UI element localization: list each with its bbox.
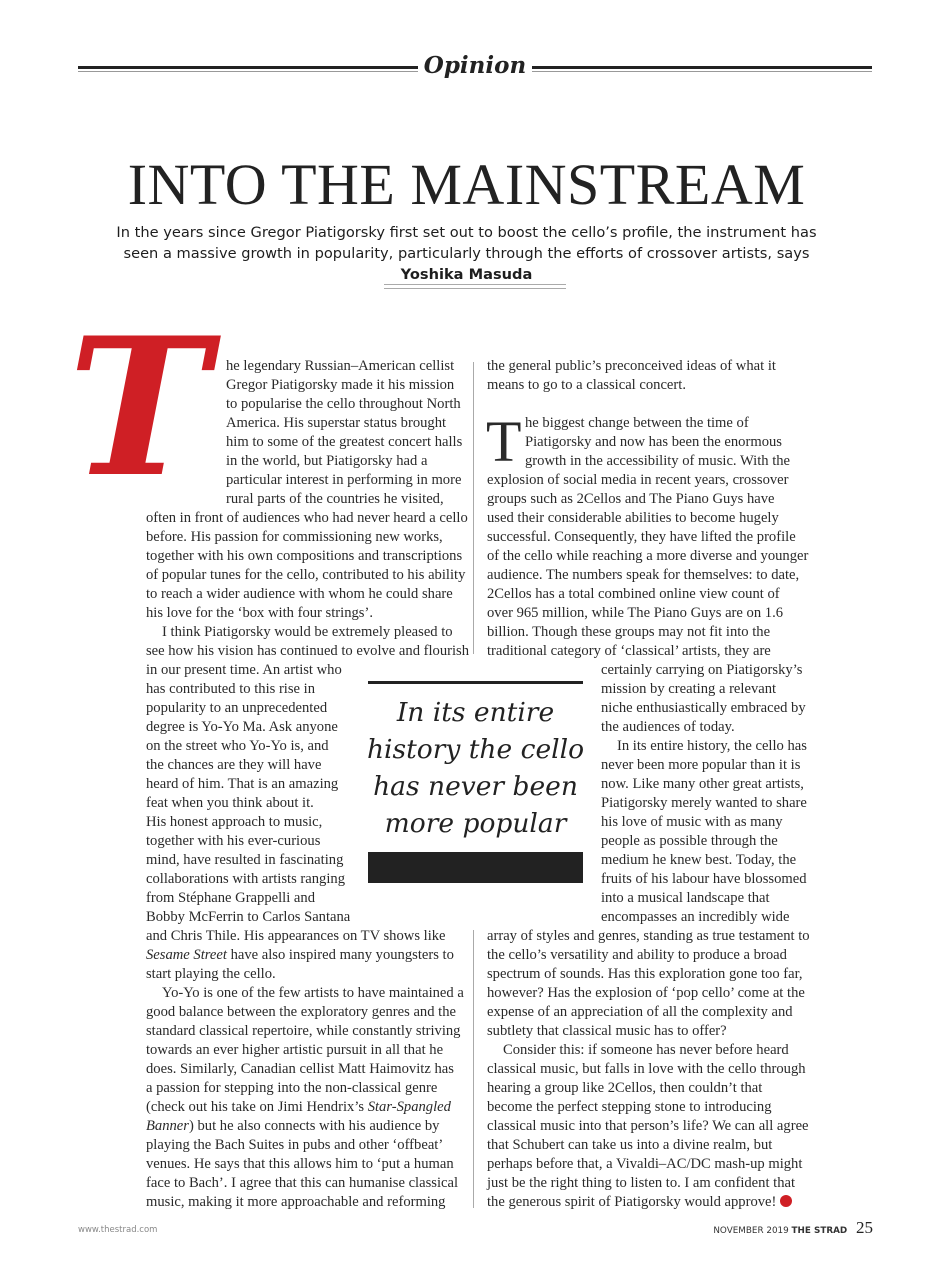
column2-drop <box>525 414 790 471</box>
text-line: a passion for stepping into the non-classical genre <box>146 1080 438 1096</box>
text-line: his love for the ‘box with four strings’. <box>146 605 373 621</box>
text-line: now. Like many other great artists, <box>601 776 804 792</box>
text-line: feat when you think about it. <box>146 795 314 811</box>
text-line: see how his vision has continued to evolve and flourish <box>146 643 470 659</box>
text-line <box>146 946 464 965</box>
text-line: venues. He says that this allows him to ‘put a human <box>146 1156 454 1172</box>
column-divider <box>473 362 474 654</box>
column2-wrap <box>601 661 807 927</box>
text-line: audience. The numbers speak for themselves: to date, <box>487 567 800 583</box>
standfirst <box>110 222 823 285</box>
pullquote: In its entire history the cello has never been more popular <box>366 697 585 839</box>
text-fragment: ) but he also connects with his audience by <box>188 1118 440 1134</box>
text-line: fruits of his labour have blossomed <box>601 871 807 887</box>
text-fragment: have also inspired many youngsters to <box>226 947 454 963</box>
text-line: does. Similarly, Canadian cellist Matt Haimovitz has <box>146 1061 454 1077</box>
text-line: on the street who Yo-Yo is, and <box>146 738 329 754</box>
column2-end <box>487 927 810 1212</box>
text-line: used their considerable abilities to become hugely <box>487 510 779 526</box>
header-rule-right <box>532 66 872 69</box>
text-line: groups such as 2Cellos and The Piano Guys have <box>487 491 775 507</box>
text-line: of the cello while reaching a more diverse and younger <box>487 548 809 564</box>
text-line: classical music, but falls in love with the cello through <box>487 1061 806 1077</box>
text-line: standard classical repertoire, while constantly striving <box>146 1023 461 1039</box>
text-line: means to go to a classical concert. <box>487 377 686 393</box>
column1-wrap <box>146 661 350 927</box>
text-line: Consider this: if someone has never before heard <box>503 1042 789 1058</box>
page-number: 25 <box>856 1218 873 1237</box>
text-line: into a musical landscape that <box>601 890 770 906</box>
separator-rule-thin <box>384 288 566 289</box>
text-line: expense of an appreciation of all the complexity and <box>487 1004 793 1020</box>
text-line: in the world, but Piatigorsky had a <box>226 453 428 469</box>
text-fragment: (check out his take on Jimi Hendrix’s <box>146 1099 368 1115</box>
text-line: face to Bach’. I agree that this can humanise classical <box>146 1175 459 1191</box>
text-line: Yo-Yo is one of the few artists to have maintained a <box>162 985 464 1001</box>
italic-title: Star-Spangled <box>367 1099 451 1115</box>
text-line: the audiences of today. <box>601 719 735 735</box>
footer-date: NOVEMBER 2019 <box>713 1226 789 1236</box>
text-line: to popularise the cello throughout North <box>226 396 461 412</box>
text-line: certainly carrying on Piatigorsky’s <box>601 662 803 678</box>
text-line: that Schubert can take us into a divine realm, but <box>487 1137 773 1153</box>
text-line: rural parts of the countries he visited, <box>226 491 444 507</box>
text-line: Piatigorsky and now has been the enormous <box>525 434 782 450</box>
text-line: over 965 million, while The Piano Guys are on 1.6 <box>487 605 784 621</box>
footer-website: www.thestrad.com <box>78 1225 158 1235</box>
text-line: 2Cellos has a total combined online view count of <box>487 586 780 602</box>
text-line: he biggest change between the time of <box>525 415 749 431</box>
text-fragment: the generous spirit of Piatigorsky would approve! <box>487 1194 777 1210</box>
column1-end <box>146 927 464 1212</box>
text-line: good balance between the exploratory genres and the <box>146 1004 456 1020</box>
text-line: In its entire history, the cello has <box>617 738 807 754</box>
text-line: perhaps before that, a Vivaldi–AC/DC mash-up might <box>487 1156 803 1172</box>
text-line: he legendary Russian–American cellist <box>226 358 455 374</box>
text-line: people as possible through the <box>601 833 778 849</box>
footer-magazine: THE STRAD <box>791 1226 848 1236</box>
text-line: encompasses an incredibly wide <box>601 909 790 925</box>
text-line: Gregor Piatigorsky made it his mission <box>226 377 455 393</box>
text-line: often in front of audiences who had never heard a cello <box>146 510 468 526</box>
text-line: classical music into that person’s life? We can all agree <box>487 1118 809 1134</box>
end-mark-icon <box>780 1195 792 1207</box>
text-line: array of styles and genres, standing as true testament to <box>487 928 810 944</box>
text-line: and Chris Thile. His appearances on TV shows like <box>146 928 446 944</box>
text-line: Bobby McFerrin to Carlos Santana <box>146 909 351 925</box>
text-line: music, making it more approachable and reforming <box>146 1194 446 1210</box>
text-line <box>487 1193 810 1212</box>
text-line <box>146 1098 464 1117</box>
text-line: medium he knew best. Today, the <box>601 852 797 868</box>
header-rule-right-thin <box>532 71 872 72</box>
text-line: the chances are they will have <box>146 757 322 773</box>
text-line: the general public’s preconceived ideas of what it <box>487 358 776 374</box>
text-line: heard of him. That is an amazing <box>146 776 339 792</box>
text-line: I think Piatigorsky would be extremely pleased to <box>162 624 453 640</box>
footer-folio <box>700 1218 873 1238</box>
text-line: traditional category of ‘classical’ artists, they are <box>487 643 771 659</box>
text-line: hearing a group like 2Cellos, then couldn’t that <box>487 1080 763 1096</box>
text-line: Piatigorsky merely wanted to share <box>601 795 807 811</box>
text-line: the cello’s versatility and ability to produce a broad <box>487 947 787 963</box>
text-line: mind, have resulted in fascinating <box>146 852 344 868</box>
text-line: playing the Bach Suites in pubs and other ‘offbeat’ <box>146 1137 444 1153</box>
standfirst-text: In the years since Gregor Piatigorsky first set out to boost the cello’s profile, the instrument has seen a massive growth in popularity, particularly through the efforts of crossover artists, says <box>116 224 817 262</box>
drop-cap: T <box>68 296 210 519</box>
text-line: spectrum of sounds. Has this exploration gone too far, <box>487 966 803 982</box>
text-line: from Stéphane Grappelli and <box>146 890 315 906</box>
text-line: mission by creating a relevant <box>601 681 777 697</box>
column2-intro <box>487 357 776 395</box>
text-line: has contributed to this rise in <box>146 681 316 697</box>
text-line: America. His superstar status brought <box>226 415 447 431</box>
separator-rule <box>384 284 566 285</box>
text-line: particular interest in performing in more <box>226 472 462 488</box>
text-line: his love of music with as many <box>601 814 783 830</box>
author-name: Yoshika Masuda <box>400 266 533 283</box>
text-line: of popular tunes for the cello, contributed to his ability <box>146 567 466 583</box>
text-line: to reach a wider audience with whom he could share <box>146 586 453 602</box>
text-line: billion. Though these groups may not fit into the <box>487 624 771 640</box>
column-divider <box>473 930 474 1208</box>
text-line: growth in the accessibility of music. With the <box>525 453 791 469</box>
pullquote-bar <box>368 852 583 883</box>
column1-body <box>146 509 469 661</box>
text-line: before. His passion for commissioning new works, <box>146 529 443 545</box>
text-line: him to some of the greatest concert halls <box>226 434 463 450</box>
text-line: niche enthusiastically embraced by <box>601 700 806 716</box>
header-rule-left <box>78 66 418 69</box>
text-line: successful. Consequently, they have lifted the profile <box>487 529 796 545</box>
section-label: Opinion <box>423 52 527 79</box>
text-line: in our present time. An artist who <box>146 662 342 678</box>
headline: INTO THE MAINSTREAM <box>127 152 806 217</box>
text-line: subtlety that classical music has to offer? <box>487 1023 727 1039</box>
text-line: never been more popular than it is <box>601 757 801 773</box>
text-line: become the perfect stepping stone to introducing <box>487 1099 772 1115</box>
text-line: collaborations with artists ranging <box>146 871 346 887</box>
column2-body <box>487 471 808 661</box>
text-line <box>146 1117 464 1136</box>
drop-cap-secondary: T <box>486 409 522 474</box>
text-line: together with his ever-curious <box>146 833 321 849</box>
text-line: start playing the cello. <box>146 966 276 982</box>
column1-intro <box>226 357 462 509</box>
text-line: together with his own compositions and transcriptions <box>146 548 463 564</box>
italic-title: Sesame Street <box>146 947 227 963</box>
text-line: degree is Yo-Yo Ma. Ask anyone <box>146 719 338 735</box>
text-line: however? Has the explosion of ‘pop cello’ come at the <box>487 985 805 1001</box>
text-line: towards an ever higher artistic pursuit in all that he <box>146 1042 444 1058</box>
text-line: explosion of social media in recent years, crossover <box>487 472 789 488</box>
text-line: His honest approach to music, <box>146 814 323 830</box>
pullquote-rule <box>368 681 583 684</box>
header-rule-left-thin <box>78 71 418 72</box>
text-line: just be the right thing to listen to. I am confident that <box>487 1175 796 1191</box>
text-line: popularity to an unprecedented <box>146 700 328 716</box>
italic-title: Banner <box>146 1118 189 1134</box>
